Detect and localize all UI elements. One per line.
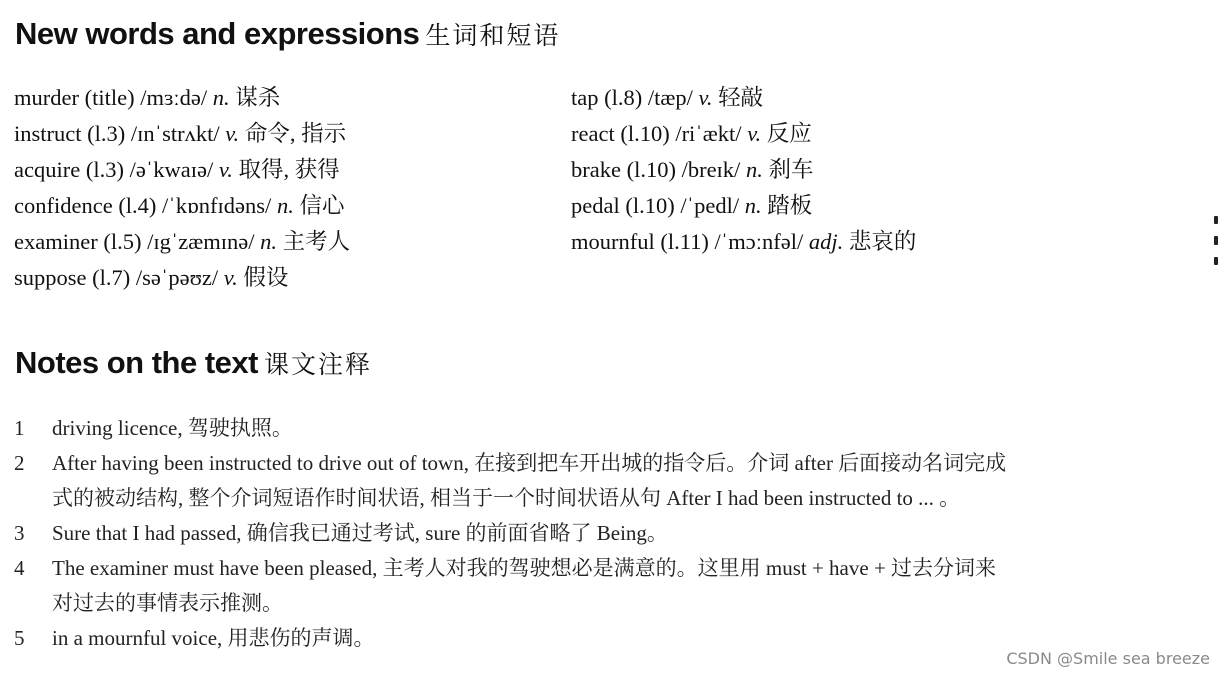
scan-edge-mark — [1214, 257, 1218, 265]
vocab-word: examiner (l.5) /ɪgˈzæmɪnə/ — [14, 229, 261, 254]
vocab-list-left — [14, 80, 350, 296]
vocab-item — [571, 224, 916, 260]
vocab-word: instruct (l.3) /ɪnˈstrʌkt/ — [14, 121, 226, 146]
vocab-pos: n. — [745, 157, 763, 182]
vocab-item — [571, 152, 916, 188]
vocab-item — [571, 116, 916, 152]
vocab-meaning: 轻敲 — [712, 85, 764, 110]
vocab-word: brake (l.10) /breɪk/ — [571, 157, 746, 182]
vocab-item — [14, 188, 350, 224]
note-text: After having been instructed to drive out of town, 在接到把车开出城的指令后。介词 after 后面接动名词完成 — [52, 451, 1007, 475]
vocab-pos: v. — [218, 157, 233, 182]
vocab-pos: n. — [276, 193, 294, 218]
vocab-word: suppose (l.7) /səˈpəʊz/ — [14, 265, 224, 290]
vocab-pos: adj. — [808, 229, 844, 254]
note-text-continued: 对过去的事情表示推测。 — [52, 591, 283, 615]
note-number: 1 — [14, 416, 25, 440]
vocab-meaning: 主考人 — [277, 229, 351, 254]
note-number: 4 — [14, 556, 25, 580]
vocab-item — [14, 152, 350, 188]
vocab-pos: v. — [747, 121, 762, 146]
vocab-item — [14, 260, 350, 296]
vocab-meaning: 踏板 — [761, 193, 813, 218]
vocab-pos: v. — [223, 265, 238, 290]
vocab-meaning: 假设 — [237, 265, 289, 290]
vocab-item — [14, 116, 350, 152]
note-item — [14, 551, 1006, 621]
note-number: 5 — [14, 626, 25, 650]
vocab-meaning: 命令, 指示 — [239, 121, 347, 146]
note-item — [14, 621, 1006, 656]
vocab-word: acquire (l.3) /əˈkwaɪə/ — [14, 157, 219, 182]
vocab-item — [14, 224, 350, 260]
vocab-meaning: 信心 — [293, 193, 345, 218]
notes-subtitle-zh: 课文注释 — [263, 350, 372, 379]
vocab-word: tap (l.8) /tæp/ — [571, 85, 699, 110]
note-text: in a mournful voice, 用悲伤的声调。 — [52, 626, 375, 650]
vocab-pos: v. — [698, 85, 713, 110]
vocab-meaning: 刹车 — [762, 157, 814, 182]
note-text: driving licence, 驾驶执照。 — [52, 416, 293, 440]
vocab-pos: v. — [225, 121, 240, 146]
scan-edge-mark — [1214, 216, 1218, 224]
vocab-item — [571, 80, 916, 116]
new-words-heading — [15, 18, 560, 49]
csdn-watermark: CSDN @Smile sea breeze — [1006, 649, 1210, 668]
note-item — [14, 411, 1006, 446]
note-text: The examiner must have been pleased, 主考人对我的驾驶想必是满意的。这里用 must + have + 过去分词来 — [52, 556, 997, 580]
note-text: Sure that I had passed, 确信我已通过考试, sure 的前面省略了 Being。 — [52, 521, 668, 545]
vocab-pos: n. — [212, 85, 230, 110]
vocab-word: react (l.10) /riˈækt/ — [571, 121, 748, 146]
new-words-subtitle-zh: 生词和短语 — [425, 21, 561, 50]
vocab-meaning: 谋杀 — [229, 85, 281, 110]
scan-edge-mark — [1214, 236, 1218, 245]
note-item — [14, 446, 1006, 516]
vocab-word: mournful (l.11) /ˈmɔːnfəl/ — [571, 229, 809, 254]
vocab-item — [14, 80, 350, 116]
notes-heading — [15, 347, 372, 378]
vocab-pos: n. — [744, 193, 762, 218]
vocab-meaning: 取得, 获得 — [232, 157, 340, 182]
vocab-item — [571, 188, 916, 224]
vocab-word: pedal (l.10) /ˈpedl/ — [571, 193, 745, 218]
note-number: 3 — [14, 521, 25, 545]
vocab-list-right — [571, 80, 916, 260]
note-number: 2 — [14, 451, 25, 475]
note-item — [14, 516, 1006, 551]
vocab-pos: n. — [260, 229, 278, 254]
vocab-meaning: 悲哀的 — [843, 229, 917, 254]
vocab-word: confidence (l.4) /ˈkɒnfɪdəns/ — [14, 193, 277, 218]
notes-title: Notes on the text — [15, 345, 258, 380]
vocab-meaning: 反应 — [761, 121, 812, 146]
notes-list — [14, 411, 1006, 656]
note-text-continued: 式的被动结构, 整个介词短语作时间状语, 相当于一个时间状语从句 After I had been instructed to ... 。 — [52, 486, 961, 510]
new-words-title: New words and expressions — [15, 16, 420, 51]
vocab-word: murder (title) /mɜːdə/ — [14, 85, 213, 110]
